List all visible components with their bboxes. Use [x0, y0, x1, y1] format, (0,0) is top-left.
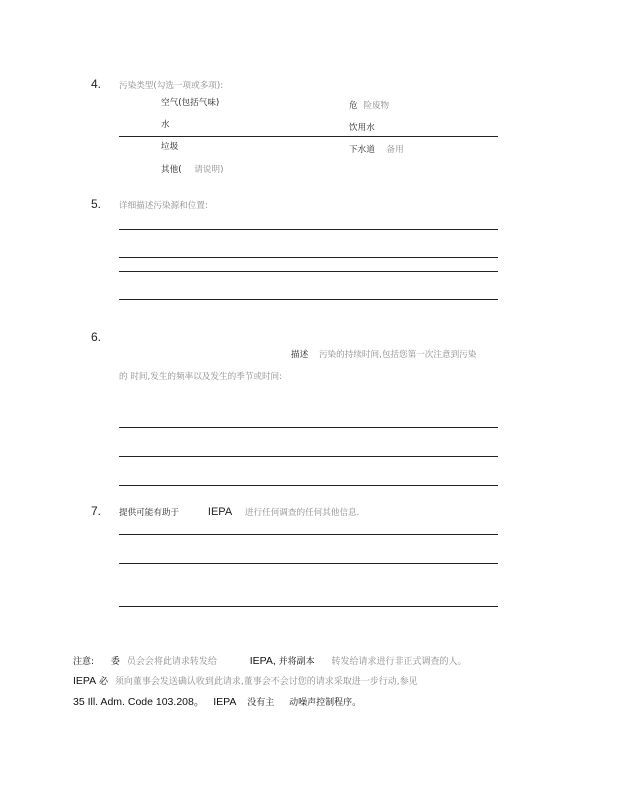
- note-l3-code: 35 Ill. Adm. Code 103.208。: [73, 696, 205, 708]
- q7-answer-line-3[interactable]: [119, 606, 498, 607]
- note-l1-a: 委: [110, 657, 120, 667]
- note-l2-iepa: IEPA: [73, 675, 97, 687]
- q6-number: 6.: [91, 330, 102, 344]
- q4-option-spare: 备用: [386, 145, 404, 155]
- q4-option-water: 水: [161, 120, 170, 130]
- q5-number: 5.: [91, 197, 102, 211]
- q6-answer-line-1[interactable]: [119, 427, 498, 428]
- q5-answer-line-2[interactable]: [119, 257, 498, 258]
- q6-answer-line-3[interactable]: [119, 485, 498, 486]
- q4-option-garbage: 垃圾: [161, 142, 179, 152]
- q4-option-hazardous-b: 险废物: [363, 101, 390, 111]
- note-l3-iepa: IEPA: [213, 696, 237, 708]
- note-line-2: [73, 674, 418, 687]
- note-l1-iepa: IEPA,: [249, 655, 276, 667]
- note-line-1: [73, 654, 467, 667]
- q4-option-other-hint: 请说明): [194, 165, 224, 175]
- q4-option-hazardous-a: 危: [349, 101, 358, 111]
- note-label: 注意:: [73, 657, 95, 667]
- q7-answer-line-1[interactable]: [119, 534, 498, 535]
- q4-option-air: 空气(包括气味): [161, 98, 220, 108]
- q4-option-hazardous: [349, 99, 389, 111]
- note-l1-d: 转发给请求进行非正式调查的人。: [331, 657, 467, 667]
- q4-option-drinking-water: 饮用水: [349, 123, 375, 133]
- q4-option-sewer: [349, 143, 404, 155]
- q7-title-iepa: IEPA: [207, 506, 233, 518]
- q7-answer-line-2[interactable]: [119, 563, 498, 564]
- note-l2-a: 必: [99, 677, 109, 687]
- q4-number: 4.: [91, 77, 102, 91]
- note-l3-a: 没有主: [247, 698, 275, 708]
- q4-option-other: [161, 163, 223, 175]
- q7-title-a: 提供可能有助于: [119, 508, 180, 518]
- q5-answer-line-3[interactable]: [119, 271, 498, 272]
- q7-number: 7.: [91, 504, 102, 518]
- q6-title-line2: 的 时间,发生的频率以及发生的季节或时间:: [119, 372, 283, 382]
- q4-title: 污染类型(勾选一项或多项):: [119, 81, 224, 91]
- q6-title-describe: 描述: [291, 350, 309, 360]
- q5-answer-line-1[interactable]: [119, 229, 498, 230]
- note-line-3: [73, 694, 361, 709]
- note-l1-c: 并将副本: [278, 657, 315, 667]
- q6-answer-line-2[interactable]: [119, 456, 498, 457]
- q5-answer-line-4[interactable]: [119, 299, 498, 300]
- note-l1-b: 员会会将此请求转发给: [126, 657, 217, 667]
- note-l3-b: 动噪声控制程序。: [289, 698, 362, 708]
- q7-title-b: 进行任何调查的任何其他信息.: [244, 508, 360, 518]
- note-l2-b: 须向董事会发送确认收到此请求,董事会不会讨您的请求采取进一步行动,参见: [114, 677, 418, 687]
- q4-option-sewer-label: 下水道: [349, 145, 375, 155]
- q6-title-rest: 污染的持续时间,包括您第一次注意到污染: [318, 350, 477, 360]
- q5-title: 详细描述污染源和位置:: [119, 201, 208, 211]
- q6-title-line1: [291, 348, 476, 360]
- q7-title: [119, 506, 359, 518]
- q4-rule: [119, 136, 498, 137]
- q4-option-other-label: 其他(: [161, 165, 182, 175]
